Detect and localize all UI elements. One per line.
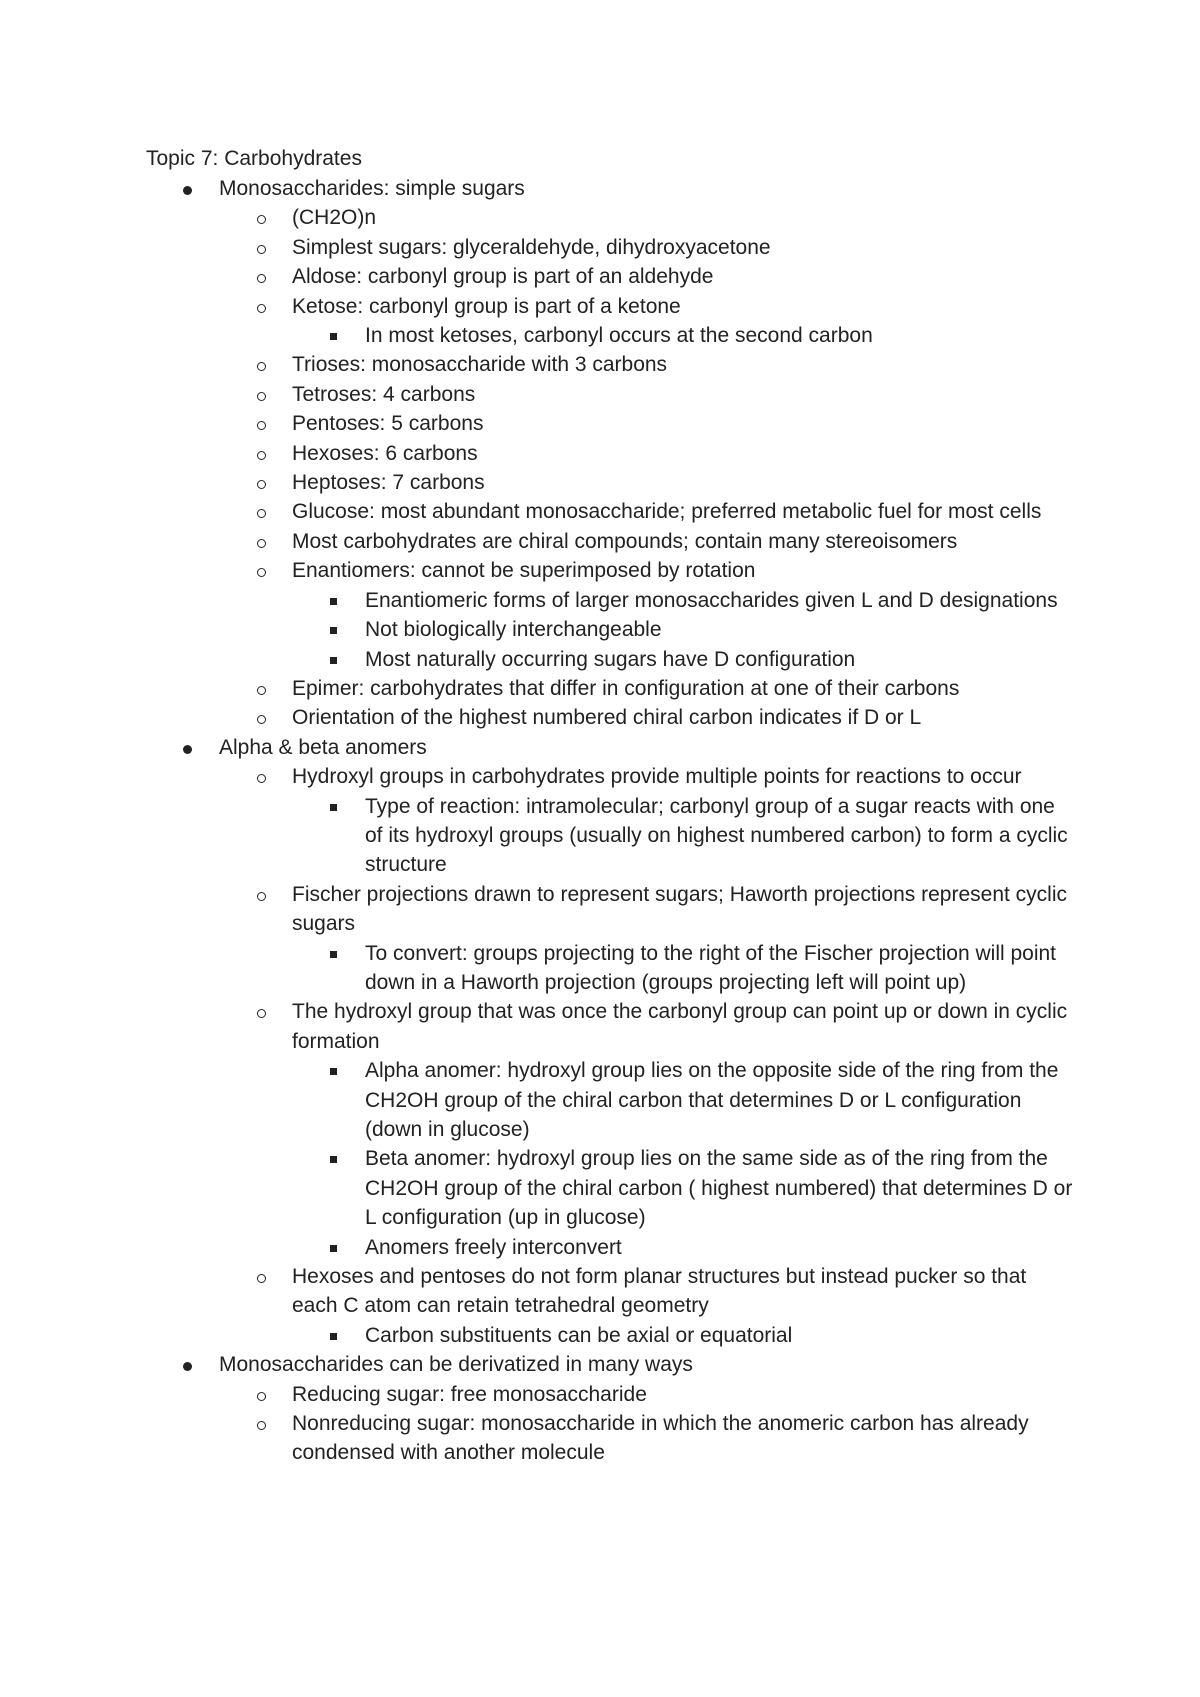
outline-list [146,174,1076,1468]
document-body [146,144,1076,1468]
document-title: Topic 7: Carbohydrates [146,147,362,170]
list-item-text: Hexoses: 6 carbons [292,441,478,465]
outline-item-level-2 [219,468,1076,497]
outline-item-level-2 [219,762,1076,880]
bullet-disc-icon [183,186,192,195]
bullet-square-icon [330,1333,337,1340]
sublist-level-3 [292,1321,1076,1350]
bullet-square-icon [330,951,337,958]
bullet-circle-icon [257,245,266,254]
list-item-text: Simplest sugars: glyceraldehyde, dihydroxyacetone [292,235,771,259]
list-item-text: Nonreducing sugar: monosaccharide in which the anomeric carbon has already condensed with another molecule [292,1412,1029,1465]
outline-item-level-3 [292,586,1076,615]
list-item-text: Hexoses and pentoses do not form planar structures but instead pucker so that each C atom can retain tetrahedral geometry [292,1265,1027,1318]
outline-item-level-2 [219,203,1076,232]
bullet-circle-icon [257,215,266,224]
bullet-square-icon [330,804,337,811]
sublist-level-2 [219,762,1076,1350]
bullet-circle-icon [257,686,266,695]
list-item-text: Ketose: carbonyl group is part of a ketone [292,294,681,318]
list-item-text: Alpha & beta anomers [219,735,427,759]
outline-item-level-2 [219,380,1076,409]
outline-item-level-3 [292,792,1076,880]
list-item-text: Carbon substituents can be axial or equatorial [365,1323,793,1347]
list-item-text: Monosaccharides: simple sugars [219,177,525,200]
list-item-text: (CH2O)n [292,206,377,230]
bullet-circle-icon [257,480,266,489]
outline-item-level-3 [292,939,1076,998]
outline-item-level-1 [146,174,1076,733]
outline-item-level-2 [219,233,1076,262]
list-item-text: Type of reaction: intramolecular; carbonyl group of a sugar reacts with one of its hydroxyl groups (usually on highest numbered carbon) to form a cyclic structure [365,794,1068,877]
list-item-text: Alpha anomer: hydroxyl group lies on the opposite side of the ring from the CH2OH group of the chiral carbon that determines D or L configuration (down in glucose) [365,1059,1059,1141]
bullet-circle-icon [257,715,266,724]
outline-item-level-3 [292,1056,1076,1144]
list-item-text: Anomers freely interconvert [365,1235,622,1259]
bullet-disc-icon [183,745,192,754]
bullet-circle-icon [257,421,266,430]
outline-item-level-1 [146,733,1076,1351]
bullet-circle-icon [257,1009,266,1018]
outline-item-level-3 [292,645,1076,674]
bullet-circle-icon [257,274,266,283]
outline-item-level-2 [219,703,1076,732]
bullet-circle-icon [257,1392,266,1401]
bullet-circle-icon [257,1274,266,1283]
sublist-level-3 [292,321,1076,350]
bullet-circle-icon [257,568,266,577]
outline-item-level-3 [292,1233,1076,1262]
list-item-text: Trioses: monosaccharide with 3 carbons [292,353,668,377]
bullet-square-icon [330,1156,337,1163]
outline-item-level-2 [219,997,1076,1262]
bullet-square-icon [330,333,337,340]
outline-item-level-3 [292,321,1076,350]
sublist-level-3 [292,939,1076,998]
bullet-disc-icon [183,1362,192,1371]
list-item-text: In most ketoses, carbonyl occurs at the second carbon [365,324,873,348]
list-item-text: Pentoses: 5 carbons [292,412,484,436]
bullet-circle-icon [257,774,266,783]
bullet-square-icon [330,657,337,664]
bullet-circle-icon [257,1421,266,1430]
list-item-text: Most carbohydrates are chiral compounds; contain many stereoisomers [292,529,958,553]
outline-item-level-2 [219,497,1076,526]
bullet-circle-icon [257,304,266,313]
outline-item-level-2 [219,674,1076,703]
bullet-square-icon [330,1245,337,1252]
sublist-level-3 [292,586,1076,674]
sublist-level-2 [219,1380,1076,1468]
outline-item-level-3 [292,615,1076,644]
sublist-level-3 [292,1056,1076,1262]
outline-item-level-2 [219,556,1076,674]
outline-item-level-3 [292,1144,1076,1232]
list-item-text: Epimer: carbohydrates that differ in configuration at one of their carbons [292,676,960,700]
list-item-text: Heptoses: 7 carbons [292,471,485,495]
list-item-text: Not biologically interchangeable [365,618,662,642]
outline-item-level-2 [219,1409,1076,1468]
sublist-level-2 [219,203,1076,732]
list-item-text: Glucose: most abundant monosaccharide; preferred metabolic fuel for most cells [292,500,1042,524]
bullet-circle-icon [257,362,266,371]
bullet-circle-icon [257,539,266,548]
outline-item-level-2 [219,880,1076,998]
outline-item-level-2 [219,439,1076,468]
outline-item-level-2 [219,527,1076,556]
outline-item-level-2 [219,292,1076,351]
list-item-text: Enantiomers: cannot be superimposed by rotation [292,559,756,583]
bullet-square-icon [330,598,337,605]
list-item-text: Beta anomer: hydroxyl group lies on the same side as of the ring from the CH2OH group of the chiral carbon ( highest numbered) that determines D or L configuration (up in glucose) [365,1147,1073,1230]
outline-item-level-2 [219,1262,1076,1350]
bullet-square-icon [330,627,337,634]
bullet-circle-icon [257,392,266,401]
list-item-text: Fischer projections drawn to represent sugars; Haworth projections represent cyclic sugars [292,882,1068,936]
bullet-circle-icon [257,892,266,901]
outline-item-level-3 [292,1321,1076,1350]
list-item-text: Enantiomeric forms of larger monosaccharides given L and D designations [365,588,1058,612]
outline-item-level-2 [219,350,1076,379]
list-item-text: The hydroxyl group that was once the carbonyl group can point up or down in cyclic formation [292,1000,1068,1053]
list-item-text: Most naturally occurring sugars have D configuration [365,647,856,671]
list-item-text: To convert: groups projecting to the right of the Fischer projection will point down in a Haworth projection (groups projecting left will point up) [365,941,1057,994]
outline-item-level-2 [219,1380,1076,1409]
bullet-circle-icon [257,451,266,460]
list-item-text: Aldose: carbonyl group is part of an aldehyde [292,265,714,289]
bullet-circle-icon [257,509,266,518]
list-item-text: Reducing sugar: free monosaccharide [292,1382,647,1406]
outline-item-level-2 [219,409,1076,438]
list-item-text: Orientation of the highest numbered chiral carbon indicates if D or L [292,706,922,730]
list-item-text: Hydroxyl groups in carbohydrates provide multiple points for reactions to occur [292,765,1022,789]
outline-item-level-2 [219,262,1076,291]
list-item-text: Monosaccharides can be derivatized in many ways [219,1353,693,1377]
outline-item-level-1 [146,1350,1076,1468]
sublist-level-3 [292,792,1076,880]
bullet-square-icon [330,1068,337,1075]
list-item-text: Tetroses: 4 carbons [292,382,476,406]
